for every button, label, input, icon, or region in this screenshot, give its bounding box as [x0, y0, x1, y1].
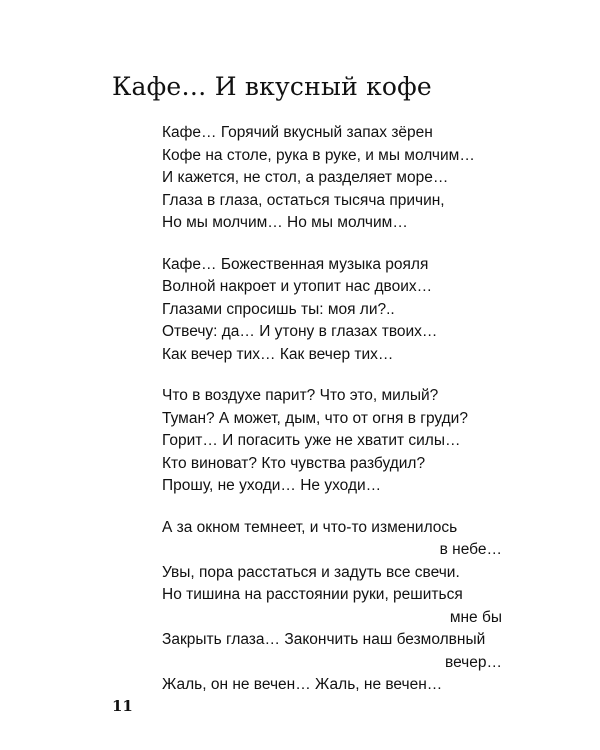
poem-line: Туман? А может, дым, что от огня в груди? [162, 409, 468, 427]
poem-line: Кто виноват? Кто чувства разбудил? [162, 454, 426, 472]
stanza-2 [162, 254, 502, 367]
poem-line: Глаза в глаза, остаться тысяча причин, [162, 191, 445, 209]
poem-line: Волной накроет и утопит нас двоих… [162, 278, 433, 295]
poem-line: Что в воздухе парит? Что это, милый? [162, 387, 439, 404]
stanza-4 [162, 517, 502, 697]
poem-line: Кофе на столе, рука в руке, и мы молчим… [162, 146, 475, 164]
poem-line: Закрыть глаза… Закончить наш безмолвный [162, 631, 486, 648]
poem-line: И кажется, не стол, а разделяет море… [162, 169, 449, 186]
stanza-1 [162, 122, 502, 235]
poem-line: Но тишина на расстоянии руки, решиться [162, 586, 463, 603]
poem-title: Кафе… И вкусный кофе [112, 72, 432, 101]
page-number: 11 [112, 697, 133, 715]
poem-line: Но мы молчим… Но мы молчим… [162, 214, 408, 231]
poem-line: Жаль, он не вечен… Жаль, не вечен… [162, 676, 443, 693]
stanza-3 [162, 385, 502, 498]
poem-line: Как вечер тих… Как вечер тих… [162, 345, 394, 363]
poem-line: А за окном темнеет, и что-то изменилось [162, 518, 458, 536]
poem-line-continuation: в небе… [439, 541, 502, 558]
poem-line: Прошу, не уходи… Не уходи… [162, 477, 382, 494]
poem-line: Горит… И погасить уже не хватит силы… [162, 432, 461, 449]
poem-line: Отвечу: да… И утону в глазах твоих… [162, 323, 438, 340]
poem-line-continuation: вечер… [445, 653, 502, 671]
poem-line: Увы, пора расстаться и задуть все свечи. [162, 563, 460, 581]
poem-line: Глазами спросишь ты: моя ли?.. [162, 300, 395, 318]
poem-body [162, 122, 502, 716]
poem-line: Кафе… Горячий вкусный запах зёрен [162, 124, 433, 141]
poem-line-continuation: мне бы [449, 608, 502, 626]
poem-line: Кафе… Божественная музыка рояля [162, 255, 429, 273]
